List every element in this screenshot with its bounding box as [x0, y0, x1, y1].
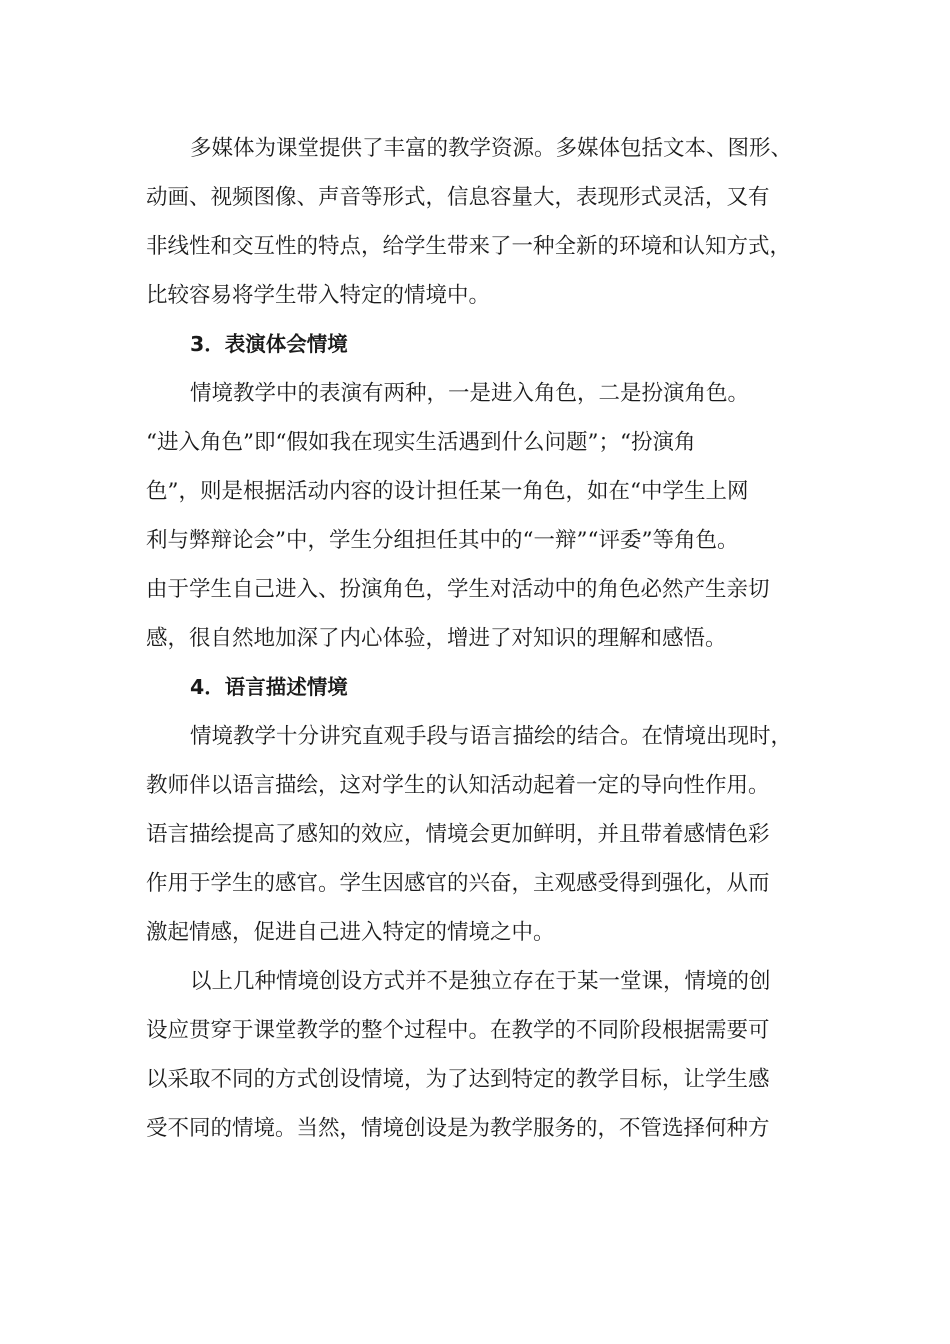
paragraph-line: 以上几种情境创设方式并不是独立存在于某一堂课，情境的创 — [190, 969, 771, 994]
paragraph-line: 情境教学十分讲究直观手段与语言描绘的结合。在情境出现时， — [190, 724, 793, 749]
section-heading: 3．表演体会情境 — [190, 332, 348, 356]
paragraph-line: 激起情感，促进自己进入特定的情境之中。 — [146, 920, 555, 945]
paragraph-line: 以采取不同的方式创设情境，为了达到特定的教学目标，让学生感 — [146, 1067, 770, 1092]
paragraph-line: 比较容易将学生带入特定的情境中。 — [146, 283, 491, 308]
paragraph-line: 设应贯穿于课堂教学的整个过程中。在教学的不同阶段根据需要可 — [146, 1018, 770, 1043]
paragraph-line: 语言描绘提高了感知的效应，情境会更加鲜明，并且带着感情色彩 — [146, 822, 770, 847]
paragraph-line: 非线性和交互性的特点，给学生带来了一种全新的环境和认知方式， — [146, 234, 792, 259]
paragraph-line: 感，很自然地加深了内心体验，增进了对知识的理解和感悟。 — [146, 626, 727, 651]
document-body — [146, 124, 806, 1153]
paragraph-line: 动画、视频图像、声音等形式，信息容量大，表现形式灵活，又有 — [146, 185, 770, 210]
paragraph-line: 作用于学生的感官。学生因感官的兴奋，主观感受得到强化，从而 — [146, 871, 770, 896]
paragraph-line: 教师伴以语言描绘，这对学生的认知活动起着一定的导向性作用。 — [146, 773, 770, 798]
paragraph-line: 情境教学中的表演有两种，一是进入角色，二是扮演角色。 — [190, 381, 750, 406]
paragraph-line: 利与弊辩论会”中，学生分组担任其中的“一辩”“评委”等角色。 — [146, 528, 739, 553]
paragraph-line: 由于学生自己进入、扮演角色，学生对活动中的角色必然产生亲切 — [146, 577, 770, 602]
section-heading: 4．语言描述情境 — [190, 675, 348, 699]
paragraph-line: “进入角色”即“假如我在现实生活遇到什么问题”；“扮演角 — [146, 430, 696, 455]
paragraph-line: 多媒体为课堂提供了丰富的教学资源。多媒体包括文本、图形、 — [190, 136, 793, 161]
paragraph-line: 色”，则是根据活动内容的设计担任某一角色，如在“中学生上网 — [146, 479, 749, 504]
paragraph-line: 受不同的情境。当然，情境创设是为教学服务的，不管选择何种方 — [146, 1116, 770, 1141]
